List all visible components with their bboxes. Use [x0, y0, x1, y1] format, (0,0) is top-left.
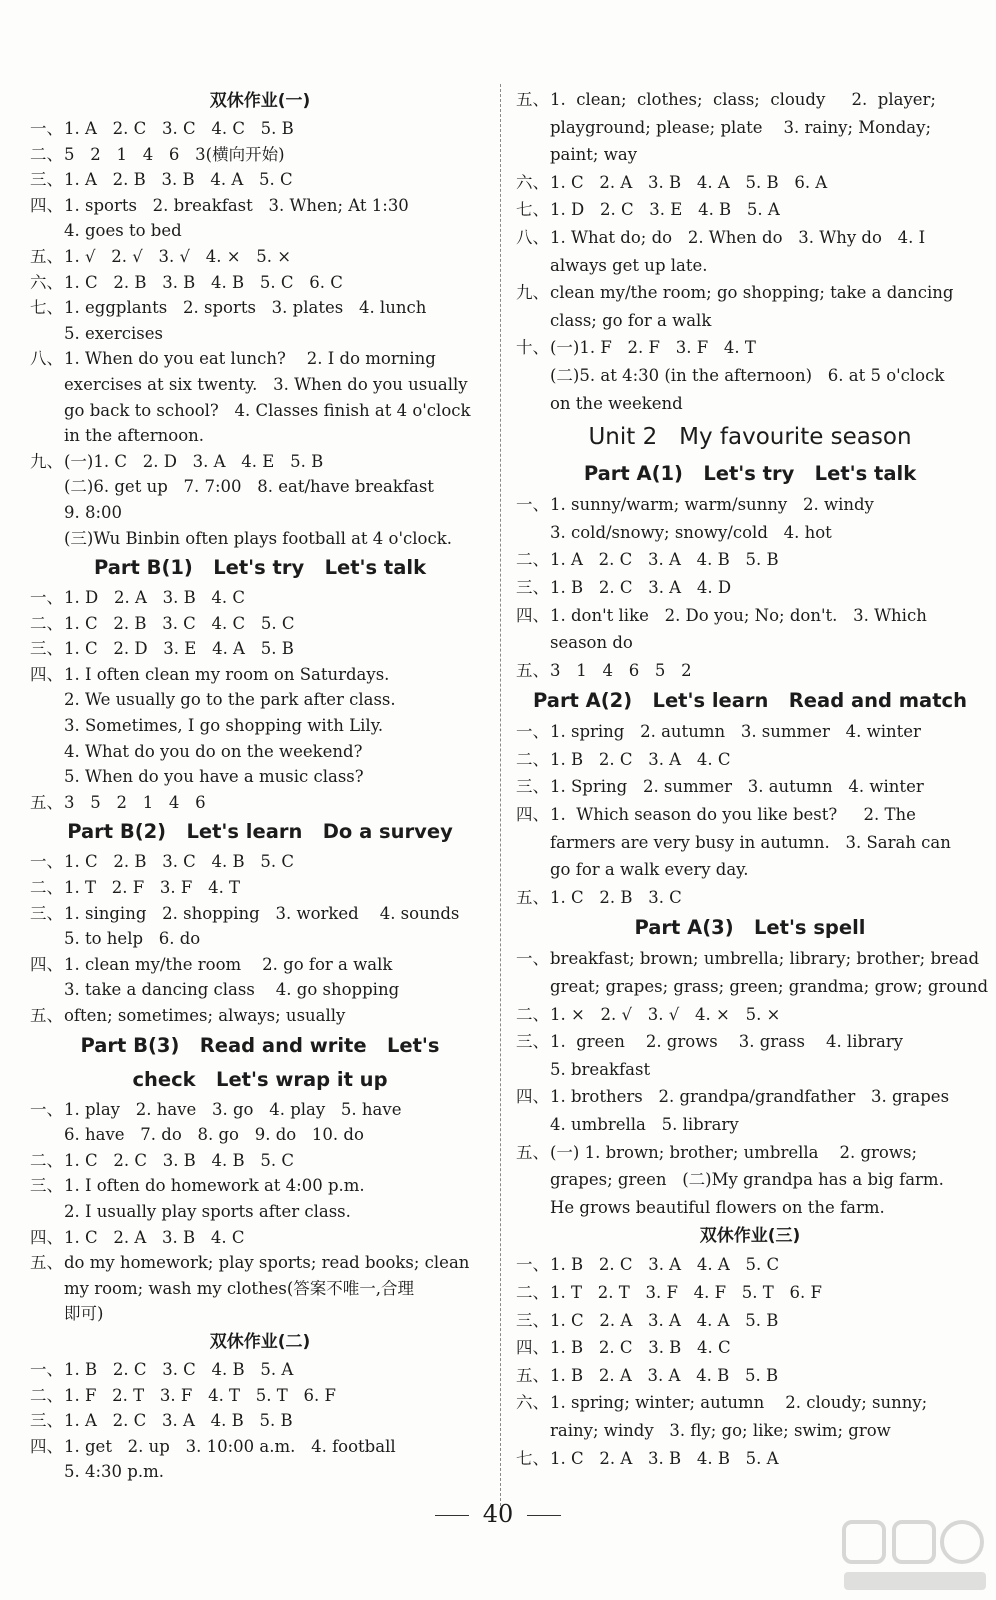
answer-line-continued: [30, 1301, 490, 1327]
answer-line: [30, 1383, 490, 1409]
answer-line: [516, 574, 984, 602]
section-heading: Part A(3) Let's spell: [634, 916, 866, 940]
indent: [30, 1122, 64, 1148]
answer-text: 4. umbrella 5. library: [550, 1115, 739, 1134]
question-number: 二、: [516, 1282, 549, 1302]
answer-text: farmers are very busy in autumn. 3. Sarah can: [550, 832, 951, 852]
answer-line-continued: [30, 321, 490, 347]
indent: [516, 1111, 550, 1139]
answer-text: 1. T 2. T 3. F 4. F 5. T 6. F: [550, 1282, 822, 1302]
indent: [516, 307, 550, 335]
indent: [30, 321, 64, 347]
answer-line-continued: [30, 1276, 490, 1302]
question-number: 二、: [30, 1150, 63, 1170]
answer-line: [516, 746, 984, 774]
answer-text: 5 2 1 4 6 3(横向开始): [64, 144, 285, 164]
indent: [30, 713, 64, 739]
question-number: 五、: [30, 1253, 63, 1273]
answer-text: 1. B 2. C 3. A 4. A 5. C: [550, 1255, 780, 1275]
indent: [516, 1056, 550, 1084]
question-number: 一、: [30, 1099, 63, 1119]
answer-line-continued: [516, 856, 984, 884]
answer-line-continued: [30, 926, 490, 952]
indent: [516, 252, 550, 280]
answer-text: class; go for a walk: [550, 310, 712, 330]
answer-line: [30, 901, 490, 927]
footer-dash-right: [527, 1515, 561, 1516]
indent: [30, 398, 64, 424]
indent: [30, 764, 64, 790]
answer-line-continued: [516, 973, 989, 1001]
answer-line: [30, 662, 490, 688]
answer-line: [30, 449, 490, 475]
answer-text: 1. T 2. F 3. F 4. T: [64, 878, 241, 898]
indent: [516, 141, 550, 169]
answer-line: [30, 1097, 490, 1123]
indent: [30, 926, 64, 952]
answer-line-continued: [30, 398, 490, 424]
answer-line: [30, 790, 490, 816]
answer-text: 1. √ 2. √ 3. √ 4. × 5. ×: [64, 246, 292, 266]
answer-line: [30, 849, 490, 875]
question-number: 五、: [516, 660, 549, 680]
answer-line: [516, 1083, 984, 1111]
answer-text: 5. to help 6. do: [64, 929, 201, 949]
indent: [516, 519, 550, 547]
section-heading: Part B(3) Read and write Let's: [80, 1033, 440, 1057]
answer-text: 1. F 2. T 3. F 4. T 5. T 6. F: [64, 1385, 336, 1405]
question-number: 六、: [516, 1393, 549, 1413]
question-number: 三、: [30, 1176, 63, 1196]
answer-line: [30, 1434, 490, 1460]
answer-line: [516, 1307, 984, 1335]
answer-line: [516, 224, 984, 252]
question-number: 一、: [30, 852, 63, 872]
answer-line-continued: [30, 1199, 490, 1225]
answer-line: [30, 116, 490, 142]
answer-text: 1. singing 2. shopping 3. worked 4. sounds: [64, 903, 460, 923]
answer-text: 1. B 2. C 3. A 4. C: [550, 749, 731, 769]
question-number: 四、: [516, 805, 549, 825]
answer-line-continued: [30, 713, 490, 739]
answer-line-continued: [30, 1122, 490, 1148]
question-number: 九、: [516, 283, 549, 303]
answer-line: [516, 1251, 984, 1279]
indent: [516, 1166, 550, 1194]
answer-line-continued: [516, 629, 984, 657]
answer-line: [30, 636, 490, 662]
question-number: 三、: [30, 1411, 63, 1431]
answer-text: 1. clean my/the room 2. go for a walk: [64, 954, 393, 974]
indent: [516, 856, 550, 884]
answer-line-continued: [30, 372, 490, 398]
answer-text: 1. C 2. A 3. A 4. A 5. B: [550, 1310, 779, 1330]
answer-text: 1. don't like 2. Do you; No; don't. 3. Which: [550, 605, 927, 625]
answer-line: [516, 602, 984, 630]
answer-text: 1. A 2. C 3. A 4. B 5. B: [550, 550, 779, 570]
answer-line: [30, 875, 490, 901]
answer-text: 1. B 2. C 3. C 4. B 5. A: [64, 1359, 294, 1379]
answer-text: 1. A 2. B 3. B 4. A 5. C: [64, 170, 293, 190]
answer-text: 1. sunny/warm; warm/sunny 2. windy: [550, 495, 874, 515]
question-number: 七、: [516, 200, 549, 220]
section-heading: 双休作业(二): [209, 1331, 311, 1352]
indent: [516, 829, 550, 857]
answer-line-continued: [30, 526, 490, 552]
answer-text: playground; please; plate 3. rainy; Monday;: [550, 117, 932, 137]
answer-line: [516, 945, 984, 973]
question-number: 五、: [30, 792, 63, 812]
answer-line: [30, 1408, 490, 1434]
answer-text: 1. spring 2. autumn 3. summer 4. winter: [550, 722, 921, 742]
answer-text: 即可): [64, 1304, 104, 1324]
answer-text: 3. take a dancing class 4. go shopping: [64, 980, 400, 1000]
answer-line: [516, 657, 984, 685]
question-number: 六、: [516, 172, 549, 192]
question-number: 四、: [516, 1087, 549, 1107]
answer-line: [30, 585, 490, 611]
answer-line: [516, 773, 984, 801]
question-number: 三、: [516, 777, 549, 797]
column-divider: [500, 84, 501, 1516]
answer-line: [516, 1001, 984, 1029]
answer-text: 2. We usually go to the park after class.: [64, 690, 396, 710]
answer-line: [516, 1389, 984, 1417]
answer-text: in the afternoon.: [64, 426, 205, 446]
answer-line: [516, 1334, 984, 1362]
answer-line-continued: [516, 390, 984, 418]
question-number: 一、: [30, 1359, 63, 1379]
question-number: 四、: [30, 664, 63, 684]
indent: [30, 1199, 64, 1225]
answer-line: [516, 279, 984, 307]
answer-text: 1. eggplants 2. sports 3. plates 4. lunch: [64, 298, 427, 318]
indent: [516, 114, 550, 142]
answer-line-continued: [516, 362, 984, 390]
answer-text: do my homework; play sports; read books; clean: [64, 1253, 470, 1273]
answer-text: paint; way: [550, 145, 638, 165]
answer-text: 1. C 2. A 3. B 4. B 5. A: [550, 1448, 779, 1468]
answer-line: [516, 196, 984, 224]
question-number: 二、: [30, 613, 63, 633]
answer-text: 1. C 2. D 3. E 4. A 5. B: [64, 639, 294, 659]
question-number: 五、: [516, 90, 549, 109]
answer-text: 1. B 2. A 3. A 4. B 5. B: [550, 1365, 779, 1385]
answer-line-continued: [516, 1194, 984, 1222]
answer-line: [30, 193, 490, 219]
footer-dash-left: [435, 1515, 469, 1516]
answer-text: 5. 4:30 p.m.: [64, 1462, 164, 1482]
question-number: 四、: [30, 1436, 63, 1456]
question-number: 三、: [516, 1032, 549, 1052]
answer-line: [516, 884, 984, 912]
section-heading: Part B(1) Let's try Let's talk: [93, 556, 427, 580]
answer-text: (二)6. get up 7. 7:00 8. eat/have breakfast: [64, 477, 434, 497]
question-number: 一、: [516, 722, 549, 742]
question-number: 八、: [30, 349, 63, 369]
question-number: 三、: [516, 1310, 549, 1330]
answer-line: [30, 1148, 490, 1174]
answer-text: (一)1. C 2. D 3. A 4. E 5. B: [64, 451, 324, 471]
answer-text: 3. cold/snowy; snowy/cold 4. hot: [550, 522, 832, 542]
watermark-logo: [840, 1516, 990, 1596]
indent: [516, 629, 550, 657]
answer-text: 3. Sometimes, I go shopping with Lily.: [64, 716, 384, 736]
answer-text: He grows beautiful flowers on the farm.: [550, 1197, 885, 1217]
indent: [30, 526, 64, 552]
question-number: 五、: [516, 1142, 549, 1162]
answer-text: (一) 1. brown; brother; umbrella 2. grows;: [550, 1142, 918, 1162]
answer-line-continued: [30, 977, 490, 1003]
left-column: [30, 86, 490, 1485]
question-number: 一、: [516, 495, 549, 515]
answer-line: [30, 346, 490, 372]
answer-line: [516, 1362, 984, 1390]
answer-line: [516, 718, 984, 746]
answer-text: 1. × 2. √ 3. √ 4. × 5. ×: [550, 1004, 781, 1024]
answer-text: 1. A 2. C 3. A 4. B 5. B: [64, 1411, 293, 1431]
answer-line: [30, 1173, 490, 1199]
indent: [30, 1459, 64, 1485]
answer-text: 1. sports 2. breakfast 3. When; At 1:30: [64, 195, 409, 215]
answer-text: (二)5. at 4:30 (in the afternoon) 6. at 5 o'clock: [550, 365, 945, 385]
indent: [30, 474, 64, 500]
question-number: 四、: [30, 195, 63, 215]
question-number: 三、: [30, 639, 63, 659]
answer-text: 4. goes to bed: [64, 221, 182, 241]
answer-text: my room; wash my clothes(答案不唯一,合理: [64, 1278, 415, 1298]
answer-line: [516, 801, 984, 829]
answer-text: exercises at six twenty. 3. When do you usually: [64, 374, 468, 394]
answer-text: 1. D 2. A 3. B 4. C: [64, 588, 246, 608]
answer-text: 1. B 2. C 3. B 4. C: [550, 1338, 731, 1358]
question-number: 十、: [516, 338, 549, 358]
answer-text: 1. A 2. C 3. C 4. C 5. B: [64, 119, 294, 138]
answer-text: 1. C 2. C 3. B 4. B 5. C: [64, 1150, 295, 1170]
answer-line-continued: [516, 829, 984, 857]
indent: [30, 687, 64, 713]
answer-line-continued: [516, 1166, 984, 1194]
indent: [516, 1417, 550, 1445]
answer-text: 1. Which season do you like best? 2. The: [550, 805, 916, 825]
question-number: 一、: [516, 949, 549, 969]
answer-line-continued: [30, 1459, 490, 1485]
answer-line: [30, 244, 490, 270]
indent: [30, 739, 64, 765]
answer-line-continued: [30, 423, 490, 449]
section-heading: Part A(2) Let's learn Read and match: [533, 689, 967, 713]
indent: [516, 362, 550, 390]
answer-line: [30, 1357, 490, 1383]
answer-line: [30, 142, 490, 168]
answer-text: breakfast; brown; umbrella; library; brother; bread: [550, 949, 980, 969]
answer-text: grapes; green (二)My grandpa has a big farm.: [550, 1170, 944, 1190]
answer-text: 2. I usually play sports after class.: [64, 1201, 351, 1221]
answer-text: 1. D 2. C 3. E 4. B 5. A: [550, 200, 780, 220]
answer-text: 1. green 2. grows 3. grass 4. library: [550, 1032, 903, 1052]
answer-line-continued: [30, 218, 490, 244]
answer-text: 1. get 2. up 3. 10:00 a.m. 4. football: [64, 1436, 396, 1456]
answer-text: (三)Wu Binbin often plays football at 4 o'clock.: [64, 528, 452, 548]
answer-text: 1. C 2. A 3. B 4. C: [64, 1227, 245, 1247]
section-heading: check Let's wrap it up: [132, 1067, 388, 1091]
answer-text: 5. breakfast: [550, 1059, 651, 1079]
question-number: 二、: [30, 878, 63, 898]
question-number: 四、: [30, 1227, 63, 1247]
answer-line: [30, 295, 490, 321]
indent: [30, 500, 64, 526]
answer-line: [516, 86, 984, 114]
answer-line: [30, 1250, 490, 1276]
answer-text: clean my/the room; go shopping; take a dancing: [550, 283, 954, 303]
answer-line: [516, 1139, 984, 1167]
answer-text: 1. What do; do 2. When do 3. Why do 4. I: [550, 227, 926, 247]
answer-line-continued: [516, 1417, 984, 1445]
answer-line-continued: [516, 1111, 984, 1139]
answer-text: rainy; windy 3. fly; go; like; swim; grow: [550, 1420, 891, 1440]
answer-line: [30, 167, 490, 193]
answer-text: go back to school? 4. Classes finish at 4 o'clock: [64, 400, 471, 420]
page-number: 40: [482, 1500, 514, 1528]
answer-text: 1. play 2. have 3. go 4. play 5. have: [64, 1099, 402, 1119]
question-number: 三、: [30, 170, 63, 190]
answer-text: 5. exercises: [64, 323, 163, 343]
answer-line-continued: [516, 519, 984, 547]
answer-text: always get up late.: [550, 255, 708, 275]
question-number: 九、: [30, 451, 63, 471]
question-number: 四、: [516, 1338, 549, 1358]
answer-text: 1. C 2. B 3. C 4. C 5. C: [64, 613, 295, 633]
answer-line: [516, 1028, 984, 1056]
answer-line-continued: [516, 141, 984, 169]
question-number: 一、: [516, 1255, 549, 1275]
answer-text: 5. When do you have a music class?: [64, 767, 364, 787]
answer-text: 1. I often do homework at 4:00 p.m.: [64, 1176, 365, 1196]
answer-line: [30, 1225, 490, 1251]
indent: [30, 218, 64, 244]
answer-text: 1. B 2. C 3. A 4. D: [550, 577, 732, 597]
answer-line-continued: [30, 474, 490, 500]
answer-text: 6. have 7. do 8. go 9. do 10. do: [64, 1125, 364, 1145]
answer-text: go for a walk every day.: [550, 860, 749, 880]
question-number: 四、: [30, 954, 63, 974]
answer-line: [516, 1445, 984, 1473]
question-number: 二、: [516, 749, 549, 769]
answer-text: 1. C 2. B 3. C 4. B 5. C: [64, 852, 295, 872]
answer-line-continued: [30, 764, 490, 790]
answer-text: often; sometimes; always; usually: [64, 1006, 346, 1025]
indent: [516, 1194, 550, 1222]
answer-text: 9. 8:00: [64, 502, 123, 522]
answer-line: [516, 169, 984, 197]
answer-line-continued: [30, 687, 490, 713]
section-heading: Part B(2) Let's learn Do a survey: [67, 820, 453, 844]
section-heading: 双休作业(一): [209, 91, 311, 111]
indent: [516, 973, 550, 1001]
answer-line: [516, 491, 984, 519]
answer-line-continued: [516, 307, 984, 335]
answer-text: 1. C 2. B 3. C: [550, 887, 682, 907]
indent: [30, 423, 64, 449]
question-number: 七、: [516, 1448, 549, 1468]
answer-line-continued: [516, 114, 984, 142]
answer-text: 1. C 2. A 3. B 4. A 5. B 6. A: [550, 172, 828, 192]
indent: [30, 372, 64, 398]
answer-line-continued: [516, 252, 984, 280]
question-number: 一、: [30, 119, 63, 138]
right-column: [516, 86, 989, 1472]
answer-text: season do: [550, 633, 633, 653]
question-number: 二、: [516, 550, 549, 570]
question-number: 五、: [516, 1365, 549, 1385]
question-number: 五、: [30, 1006, 63, 1025]
answer-line: [516, 546, 984, 574]
question-number: 二、: [30, 1385, 63, 1405]
answer-text: 1. Spring 2. summer 3. autumn 4. winter: [550, 777, 924, 797]
answer-text: 1. spring; winter; autumn 2. cloudy; sunny;: [550, 1393, 928, 1413]
indent: [516, 390, 550, 418]
section-heading: Unit 2 My favourite season: [588, 424, 912, 451]
answer-text: 1. I often clean my room on Saturdays.: [64, 664, 390, 684]
question-number: 六、: [30, 272, 63, 292]
answer-text: 3 1 4 6 5 2: [550, 660, 692, 680]
answer-text: 1. When do you eat lunch? 2. I do morning: [64, 349, 436, 369]
answer-text: 1. brothers 2. grandpa/grandfather 3. grapes: [550, 1087, 950, 1107]
answer-line: [30, 952, 490, 978]
section-heading: 双休作业(三): [699, 1226, 801, 1247]
indent: [30, 1301, 64, 1327]
question-number: 八、: [516, 227, 549, 247]
answer-line: [30, 611, 490, 637]
indent: [30, 1276, 64, 1302]
answer-text: 1. clean; clothes; class; cloudy 2. player;: [550, 90, 936, 109]
section-heading: Part A(1) Let's try Let's talk: [583, 462, 917, 486]
question-number: 五、: [516, 887, 549, 907]
answer-text: 4. What do you do on the weekend?: [64, 741, 363, 761]
answer-text: 1. C 2. B 3. B 4. B 5. C 6. C: [64, 272, 343, 292]
answer-line: [516, 334, 984, 362]
answer-line-continued: [30, 500, 490, 526]
answer-line-continued: [30, 739, 490, 765]
answer-line: [30, 270, 490, 296]
question-number: 四、: [516, 605, 549, 625]
answer-line-continued: [516, 1056, 984, 1084]
answer-text: great; grapes; grass; green; grandma; grow; ground: [550, 977, 989, 997]
question-number: 三、: [516, 577, 549, 597]
answer-line: [30, 1003, 490, 1029]
question-number: 二、: [30, 144, 63, 164]
question-number: 五、: [30, 246, 63, 266]
answer-text: (一)1. F 2. F 3. F 4. T: [550, 338, 756, 358]
question-number: 七、: [30, 298, 63, 318]
question-number: 三、: [30, 903, 63, 923]
answer-line: [516, 1279, 984, 1307]
question-number: 二、: [516, 1004, 549, 1024]
indent: [30, 977, 64, 1003]
answer-text: 3 5 2 1 4 6: [64, 792, 206, 812]
question-number: 一、: [30, 588, 63, 608]
answer-text: on the weekend: [550, 393, 683, 413]
